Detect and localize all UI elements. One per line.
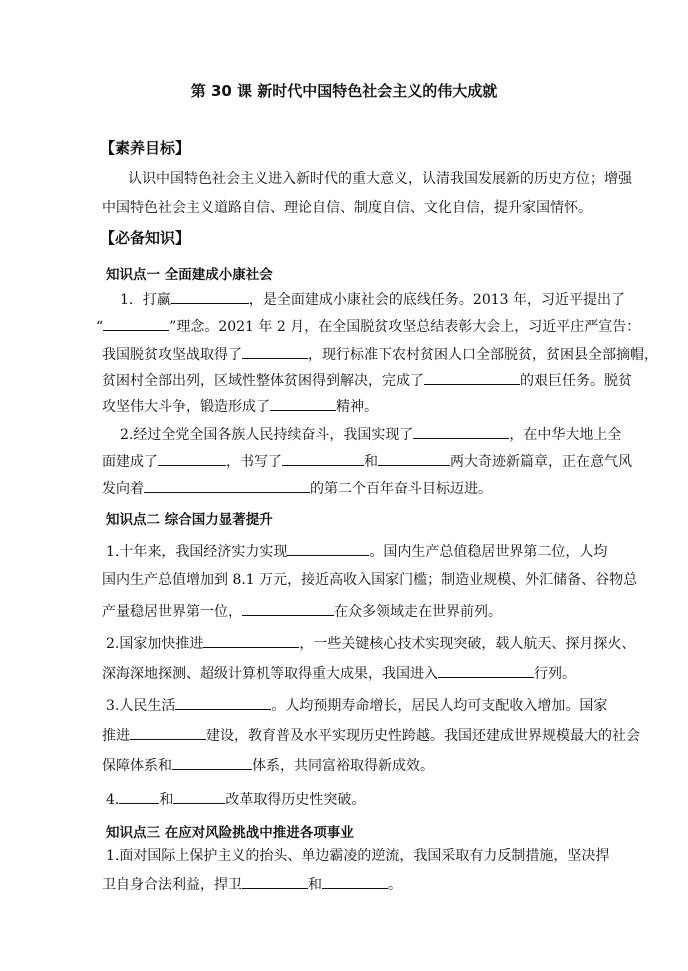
fill-blank bbox=[242, 344, 308, 359]
fill-blank bbox=[282, 451, 364, 466]
fill-blank bbox=[378, 451, 450, 466]
lesson-title: 第 30 课 新时代中国特色社会主义的伟大成就 bbox=[190, 82, 498, 100]
fill-blank bbox=[424, 370, 520, 385]
kp1-line-3-text-a: 我国脱贫攻坚战取得了 bbox=[102, 347, 242, 363]
kp2-line-8-text-a: 保障体系和 bbox=[102, 758, 172, 774]
kp2-line-6-text-a: 3.人民生活 bbox=[106, 698, 176, 714]
fill-blank bbox=[270, 396, 336, 411]
goal-text-line-1: 认识中国特色社会主义进入新时代的重大意义，认清我国发展新的历史方位；增强 bbox=[128, 171, 632, 187]
kp2-line-9-text-a: 4. bbox=[106, 792, 120, 808]
kp2-line-2: 国内生产总值增加到 8.1 万元，接近高收入国家门槛；制造业规模、外汇储备、谷物总 bbox=[102, 572, 638, 588]
fill-blank bbox=[413, 424, 509, 439]
kp3-line-2-text-b: 和 bbox=[308, 877, 322, 893]
kp2-line-7-text-b: 建设，教育普及水平实现历史性跨越。我国还建成世界规模最大的社会 bbox=[206, 728, 640, 744]
fill-blank bbox=[242, 874, 308, 889]
kp2-line-3 bbox=[102, 601, 502, 621]
kp1-line-8 bbox=[102, 478, 492, 498]
kp3-line-2-text-c: 。 bbox=[388, 877, 402, 893]
kp2-line-5-text-a: 深海深地探测、超级计算机等取得重大成果，我国进入 bbox=[102, 666, 438, 682]
fill-blank bbox=[287, 541, 369, 556]
kp1-line-7 bbox=[102, 451, 632, 471]
kp1-line-7-text-b: ，书写了 bbox=[226, 454, 282, 470]
kp2-line-4-text-a: 2.国家加快推进 bbox=[106, 636, 204, 652]
knowledge-point-2-title: 知识点二 综合国力显著提升 bbox=[106, 512, 273, 528]
kp1-line-6-text-a: 2.经过全党全国各族人民持续奋斗，我国实现了 bbox=[120, 427, 414, 443]
kp2-line-8-text-b: 体系，共同富裕取得新成效。 bbox=[252, 758, 434, 774]
kp1-line-8-text-a: 发向着 bbox=[102, 481, 144, 497]
kp2-line-5 bbox=[102, 663, 576, 683]
kp1-line-7-text-d: 两大奇迹新篇章，正在意气风 bbox=[450, 454, 632, 470]
fill-blank bbox=[171, 289, 249, 304]
kp3-line-1: 1.面对国际上保护主义的抬头、单边霸凌的逆流，我国采取有力反制措施，坚决捍 bbox=[106, 848, 610, 864]
kp2-line-9-text-b: 和 bbox=[159, 792, 174, 808]
kp1-line-8-text-b: 的第二个百年奋斗目标迈进。 bbox=[310, 481, 492, 497]
kp2-line-3-text-a: 产量稳居世界第一位， bbox=[102, 604, 242, 620]
kp2-line-6-text-b: 。人均预期寿命增长，居民人均可支配收入增加。国家 bbox=[271, 698, 608, 714]
kp1-line-7-text-a: 面建成了 bbox=[102, 454, 158, 470]
kp3-line-2-text-a: 卫自身合法利益，捍卫 bbox=[102, 877, 242, 893]
kp2-line-3-text-b: 在众多领域走在世界前列。 bbox=[334, 604, 502, 620]
knowledge-point-1-title: 知识点一 全面建成小康社会 bbox=[106, 267, 273, 283]
kp2-line-4-text-b: ，一些关键核心技术实现突破，载人航天、探月探火、 bbox=[299, 636, 636, 652]
kp1-line-3 bbox=[102, 344, 658, 364]
kp1-line-1-text-b: ，是全面建成小康社会的底线任务。2013 年，习近平提出了 bbox=[248, 292, 625, 308]
fill-blank bbox=[103, 316, 169, 331]
fill-blank bbox=[130, 725, 206, 740]
kp1-line-2-text-b: ”理念。2021 年 2 月，在全国脱贫攻坚总结表彰大会上，习近平庄严宣告： bbox=[169, 319, 641, 335]
kp2-line-7-text-a: 推进 bbox=[102, 728, 130, 744]
fill-blank bbox=[203, 633, 299, 648]
kp2-line-8 bbox=[102, 755, 434, 775]
kp2-line-5-text-b: 行列。 bbox=[534, 666, 576, 682]
fill-blank bbox=[144, 478, 310, 493]
fill-blank bbox=[438, 663, 534, 678]
fill-blank bbox=[322, 874, 388, 889]
kp1-line-6-text-b: ，在中华大地上全 bbox=[509, 427, 622, 443]
kp2-line-6 bbox=[106, 695, 607, 715]
kp1-line-2 bbox=[96, 316, 640, 336]
fill-blank bbox=[173, 789, 225, 804]
goal-text-line-2: 中国特色社会主义道路自信、理论自信、制度自信、文化自信，提升家国情怀。 bbox=[102, 200, 592, 216]
kp1-line-7-text-c: 和 bbox=[364, 454, 378, 470]
kp1-line-4-text-a: 贫困村全部出列，区域性整体贫困得到解决，完成了 bbox=[102, 373, 424, 389]
kp2-line-7 bbox=[102, 725, 640, 745]
kp1-line-2-text-a: “ bbox=[96, 319, 104, 335]
goal-heading: 【素养目标】 bbox=[100, 139, 191, 157]
kp1-line-3-text-b: ，现行标准下农村贫困人口全部脱贫，贫困县全部摘帽， bbox=[308, 347, 658, 363]
fill-blank bbox=[175, 695, 271, 710]
kp2-line-1-text-b: 。国内生产总值稳居世界第二位，人均 bbox=[369, 544, 608, 560]
kp1-line-1-text-a: 1．打赢 bbox=[120, 292, 171, 308]
kp3-line-2 bbox=[102, 874, 402, 894]
kp2-line-1-text-a: 1.十年来，我国经济实力实现 bbox=[106, 544, 288, 560]
kp1-line-6 bbox=[120, 424, 621, 444]
kp2-line-4 bbox=[106, 633, 635, 653]
kp1-line-1 bbox=[120, 289, 625, 309]
knowledge-heading: 【必备知识】 bbox=[100, 229, 191, 247]
kp2-line-9 bbox=[106, 789, 365, 809]
fill-blank bbox=[158, 451, 226, 466]
fill-blank bbox=[119, 789, 159, 804]
kp2-line-1 bbox=[106, 541, 607, 561]
kp1-line-5-text-b: 精神。 bbox=[336, 399, 378, 415]
knowledge-point-3-title: 知识点三 在应对风险挑战中推进各项事业 bbox=[106, 825, 354, 841]
kp1-line-5-text-a: 攻坚伟大斗争，锻造形成了 bbox=[102, 399, 270, 415]
fill-blank bbox=[172, 755, 252, 770]
fill-blank bbox=[242, 601, 334, 616]
kp1-line-5 bbox=[102, 396, 378, 416]
kp2-line-9-text-c: 改革取得历史性突破。 bbox=[225, 792, 366, 808]
kp1-line-4-text-b: 的艰巨任务。脱贫 bbox=[520, 373, 632, 389]
kp1-line-4 bbox=[102, 370, 632, 390]
